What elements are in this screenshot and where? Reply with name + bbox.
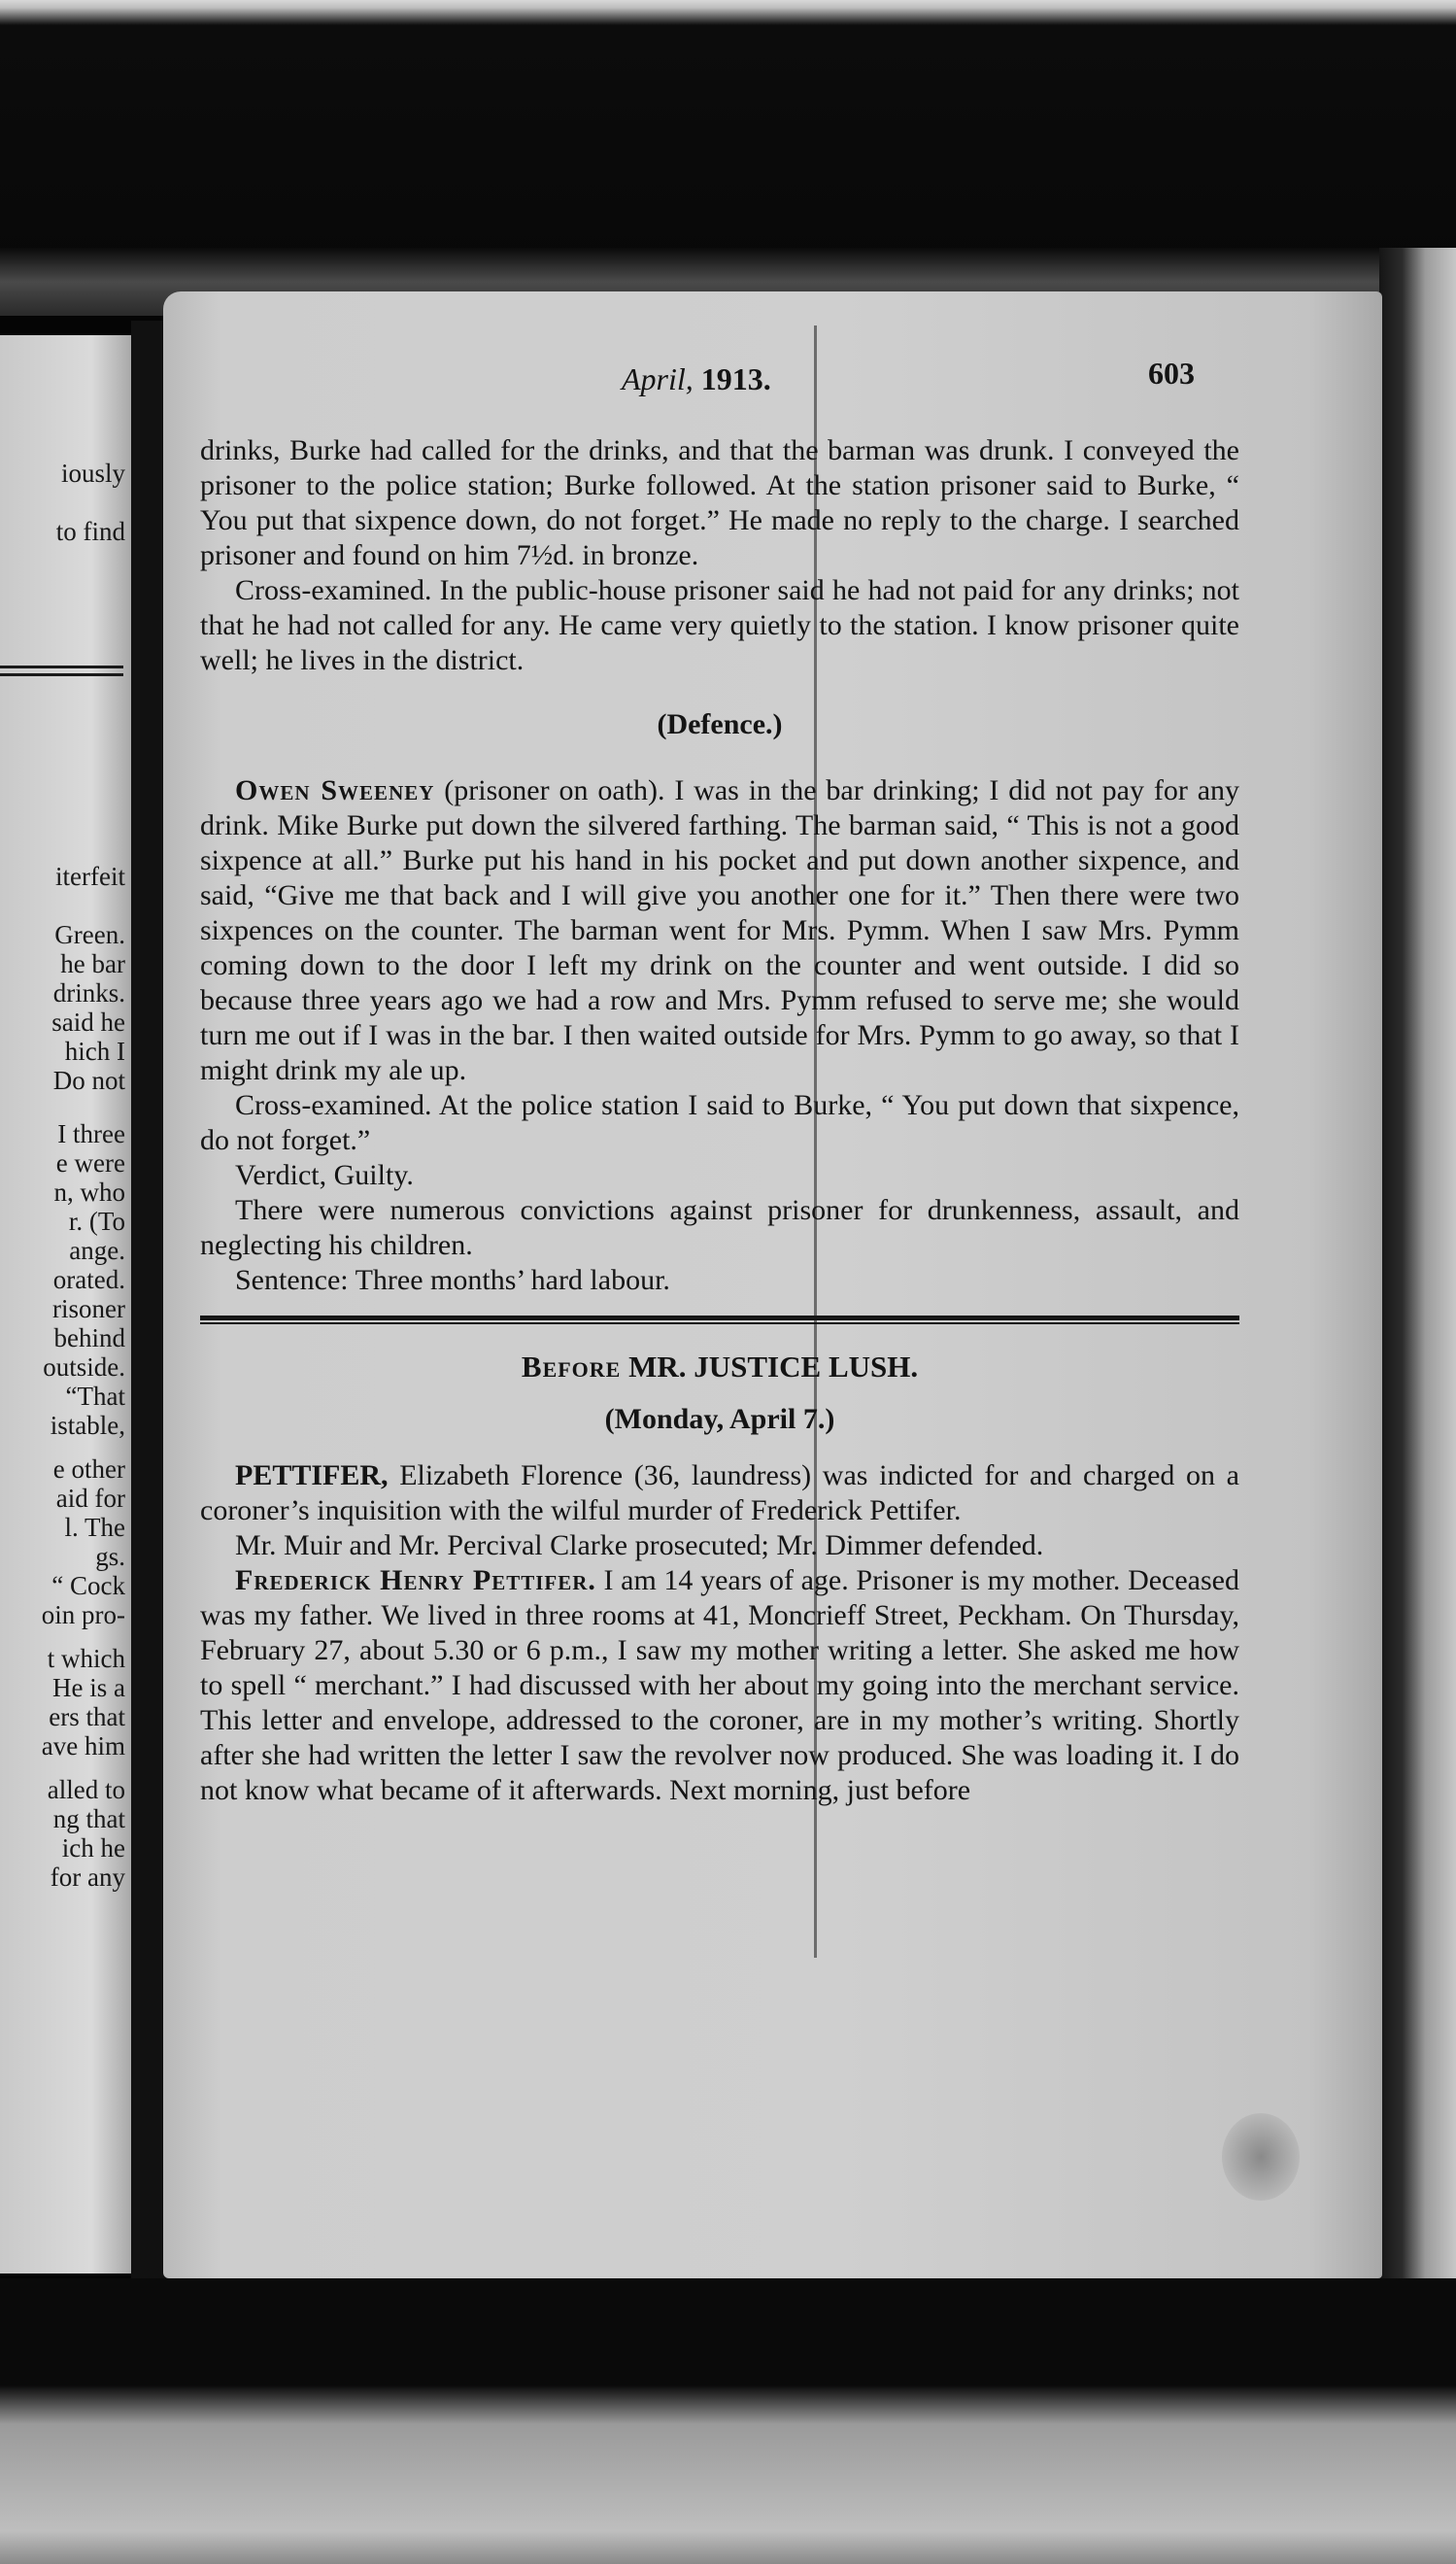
left-page-line: iously — [60, 459, 125, 488]
witness-name: Owen Sweeney — [235, 774, 435, 806]
paper-stain — [1222, 2113, 1300, 2201]
scan-top-border — [0, 0, 1456, 282]
left-page-line: said he — [51, 1008, 125, 1037]
defence-cross-examination: Cross-examined. At the police station I said to Burke, “ You put down that sixpence, do not forget.” — [200, 1089, 1239, 1156]
left-page-line: oin pro- — [41, 1600, 125, 1629]
left-page-line: hich I — [64, 1037, 125, 1066]
left-page-line: t which — [47, 1644, 125, 1673]
witness-name: Frederick Henry Pettifer. — [235, 1564, 596, 1596]
witness-testimony: Frederick Henry Pettifer. I am 14 years of age. Prisoner is my mother. Deceased was my father. We lived in three rooms at 41, Moncrieff Street, Peckham. On Thursday, February 27, about 5.30 or 6 p.m., I saw my mother writing a letter. She asked me how to spell “ merchant.” I had discussed with her about my going into the merchant service. This letter and envelope, addressed to the coroner, are in my mother’s writing. Shortly after she had written the letter I saw the revolver now produced. She was loading it. I do not know what became of it afterwards. Next morning, just before — [200, 1564, 1239, 1806]
section-rule — [200, 1316, 1239, 1320]
running-title: April, 1913. — [622, 361, 771, 396]
scan-bottom-border — [0, 2278, 1456, 2564]
left-page-line: “ Cock — [51, 1571, 125, 1600]
session-date: (Monday, April 7.) — [604, 1403, 835, 1435]
left-page-line: orated. — [52, 1265, 125, 1294]
left-page-line: ers that — [49, 1702, 125, 1731]
left-page-line: e were — [55, 1148, 125, 1178]
left-page-line: behind — [53, 1323, 125, 1352]
left-page-line: aid for — [55, 1484, 125, 1513]
defendant-name: PETTIFER, — [235, 1459, 389, 1491]
left-page-line: for any — [50, 1863, 125, 1892]
sentence: Sentence: Three months’ hard labour. — [235, 1264, 670, 1296]
left-page-line: alled to — [47, 1775, 125, 1804]
left-page-line: “That — [65, 1382, 125, 1411]
left-page-line: ng that — [52, 1804, 125, 1833]
left-page-line: He is a — [52, 1673, 125, 1702]
left-page-line: ich he — [61, 1833, 125, 1863]
page-number: 603 — [1148, 356, 1195, 391]
left-page-line: e other — [52, 1454, 125, 1484]
convictions: There were numerous convictions against prisoner for drunkenness, assault, and neglecting his children. — [200, 1194, 1239, 1261]
page-edge — [1379, 248, 1456, 2278]
left-page-fragment — [0, 335, 131, 2273]
left-page-line: n, who — [53, 1178, 125, 1207]
left-page-line: istable, — [50, 1411, 125, 1440]
left-page-line: risoner — [52, 1294, 125, 1323]
counsel: Mr. Muir and Mr. Percival Clarke prosecuted; Mr. Dimmer defended. — [235, 1529, 1044, 1561]
left-page-line: gs. — [95, 1542, 125, 1571]
left-page-line: ave him — [41, 1731, 125, 1761]
indictment: PETTIFER, Elizabeth Florence (36, laundress) was indicted for and charged on a coroner’s inquisition with the wilful murder of Frederick Pettifer. — [200, 1459, 1239, 1526]
left-page-line: Green. — [54, 920, 125, 949]
left-page-line: l. The — [64, 1513, 125, 1542]
left-page-line: Do not — [52, 1066, 125, 1095]
left-page-line: I three — [57, 1119, 125, 1148]
left-page-rule — [0, 666, 123, 668]
verdict: Verdict, Guilty. — [235, 1159, 414, 1191]
left-page-line: he bar — [60, 949, 125, 978]
cross-examination: Cross-examined. In the public-house prisoner said he had not paid for any drinks; not that he had not called for any. He came very quietly to the station. I know prisoner quite well; he lives in the district. — [200, 574, 1239, 676]
court-heading: Before MR. JUSTICE LUSH. — [521, 1350, 919, 1384]
section-rule-thin — [200, 1322, 1239, 1324]
left-page-line: iterfeit — [55, 862, 125, 891]
left-page-line: ange. — [69, 1236, 125, 1265]
left-page-line: drinks. — [52, 978, 125, 1008]
left-page-line: outside. — [43, 1352, 125, 1382]
defence-heading: (Defence.) — [657, 708, 783, 740]
left-page-line: r. (To — [68, 1207, 125, 1236]
page-text — [200, 433, 1239, 1808]
running-header — [0, 356, 1456, 400]
continuation-paragraph: drinks, Burke had called for the drinks, and that the barman was drunk. I conveyed the prisoner to the police station; Burke followed. At the station prisoner said to Burke, “ You put that sixpence down, do not forget.” He made no reply to the charge. I searched prisoner and found on him 7½d. in bronze. — [200, 434, 1239, 571]
left-page-line: to find — [55, 517, 125, 546]
defence-testimony: Owen Sweeney (prisoner on oath). I was in the bar drinking; I did not pay for any drink. Mike Burke put down the silvered farthing. The barman said, “ This is not a good sixpence at all.” Burke put his hand in his pocket and put down another sixpence, and said, “Give me that back and I will give you another one for it.” Then there were two sixpences on the counter. The barman went for Mrs. Pymm. When I saw Mrs. Pymm coming down to the door I left my drink on the counter and went outside. I did so because three years ago we had a row and Mrs. Pymm refused to serve me; she would turn me out if I was in the bar. I then waited outside for Mrs. Pymm to go away, so that I might drink my ale up. — [200, 774, 1240, 1086]
left-page-rule — [0, 673, 123, 676]
